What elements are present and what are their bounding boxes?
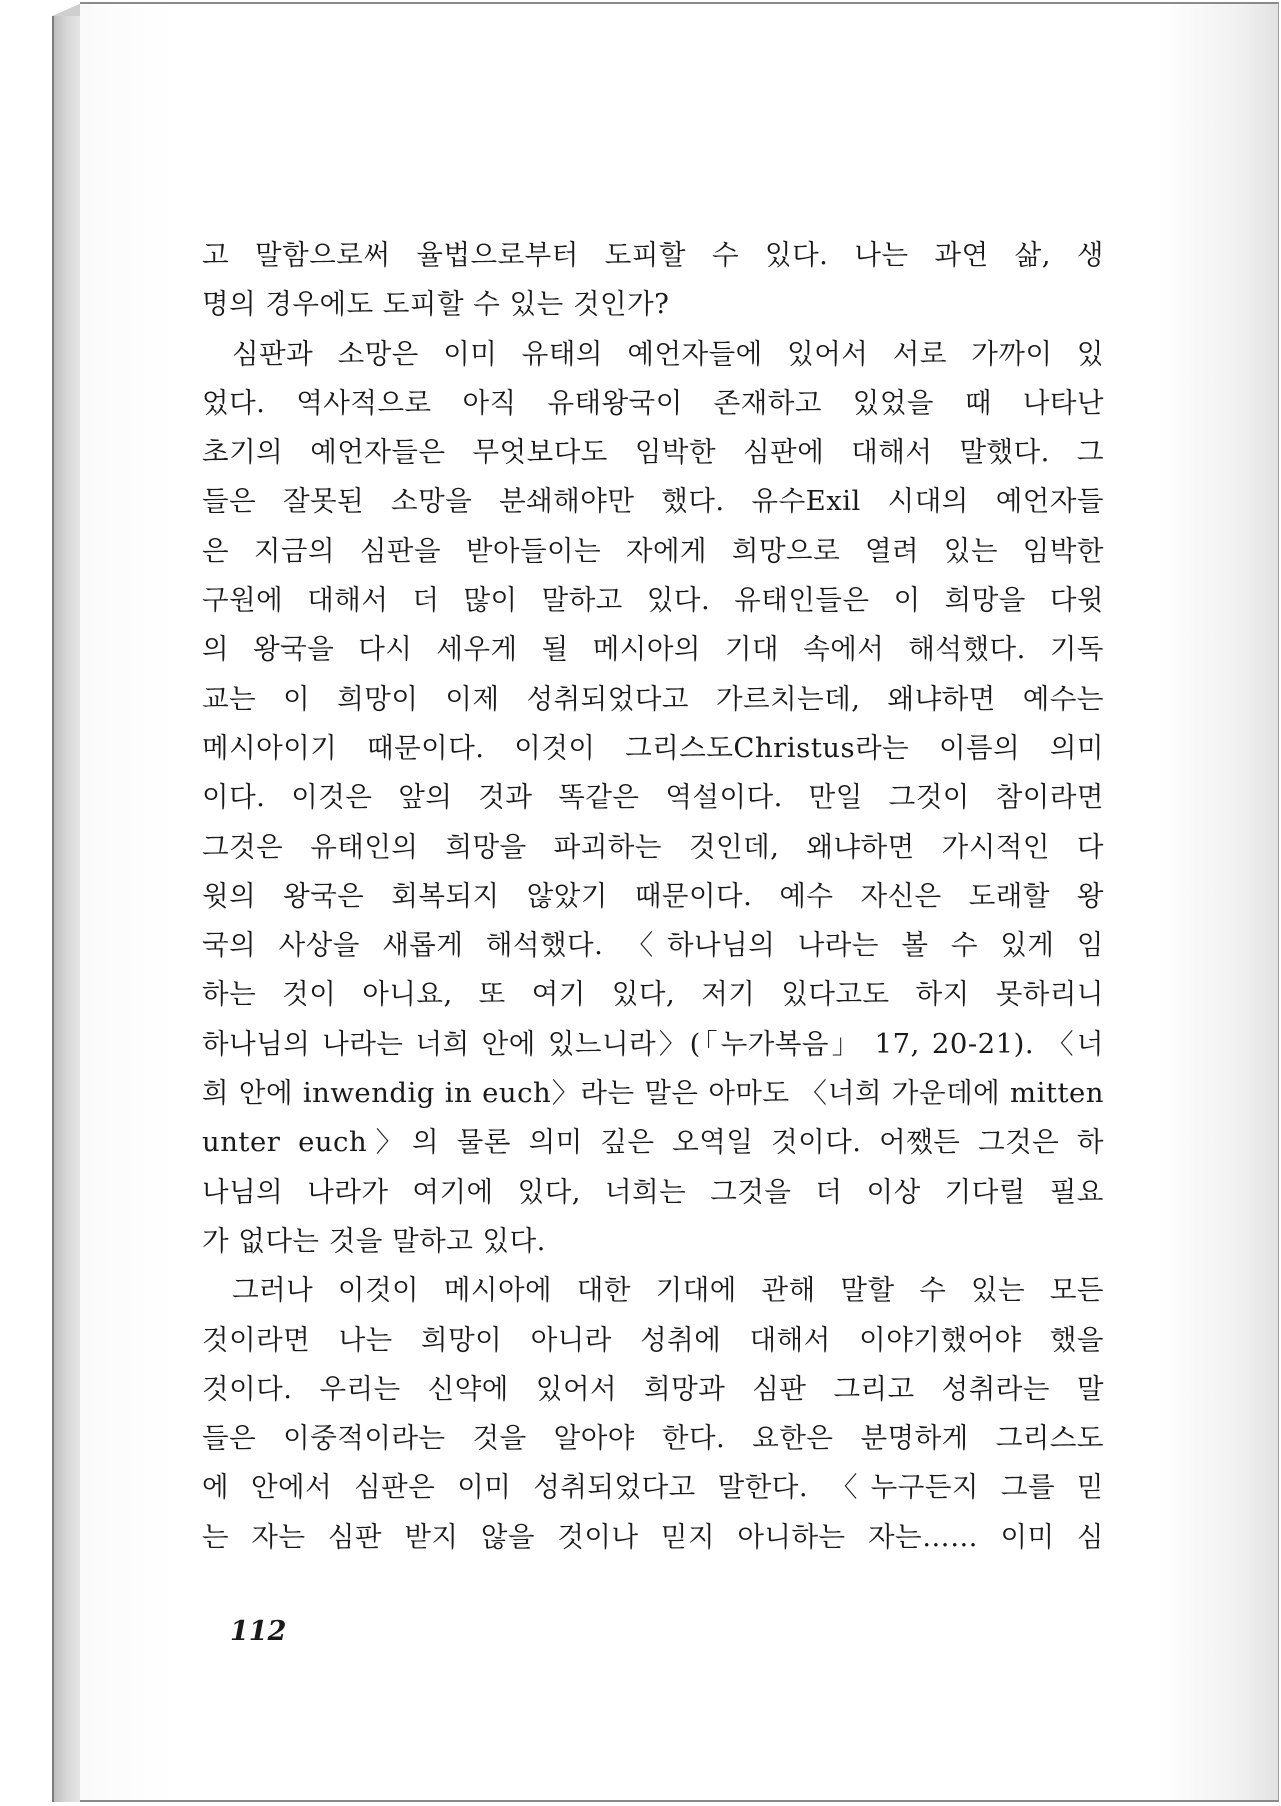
text-line: 에 안에서 심판은 이미 성취되었다고 말한다. 〈누구든지 그를 믿 [202,1471,1104,1504]
text-line: 것이라면 나는 희망이 아니라 성취에 대해서 이야기했어야 했을 [202,1323,1104,1356]
text-line: 었다. 역사적으로 아직 유태왕국이 존재하고 있었을 때 나타난 [202,386,1104,419]
text-line: 는 자는 심판 받지 않을 것이나 믿지 아니하는 자는…… 이미 심 [202,1520,1104,1553]
text-line: 은 지금의 심판을 받아들이는 자에게 희망으로 열려 있는 임박한 [202,534,1104,567]
text-line: 들은 이중적이라는 것을 알아야 한다. 요한은 분명하게 그리스도 [202,1422,1104,1455]
text-line: 윗의 왕국은 회복되지 않았기 때문이다. 예수 자신은 도래할 왕 [202,879,1104,912]
text-line: 하나님의 나라는 너희 안에 있느니라〉(「누가복음」 17, 20-21). 〈너 [202,1027,1104,1060]
text-line: 이다. 이것은 앞의 것과 똑같은 역설이다. 만일 그것이 참이라면 [202,781,1104,814]
text-line: 것이다. 우리는 신약에 있어서 희망과 심판 그리고 성취라는 말 [202,1372,1104,1405]
text-line: 들은 잘못된 소망을 분쇄해야만 했다. 유수Exil 시대의 예언자들 [202,485,1104,518]
page-number: 112 [230,1616,287,1647]
text-line: 하는 것이 아니요, 또 여기 있다, 저기 있다고도 하지 못하리니 [202,978,1104,1011]
text-line: 가 없다는 것을 말하고 있다. [202,1224,546,1257]
text-line: 나님의 나라가 여기에 있다, 너희는 그것을 더 이상 기다릴 필요 [202,1175,1104,1208]
text-line: 그것은 유태인의 희망을 파괴하는 것인데, 왜냐하면 가시적인 다 [202,830,1104,863]
text-line: 희 안에 inwendig in euch〉라는 말은 아마도 〈너희 가운데에 mitten [202,1077,1104,1110]
body-text [202,235,1104,1566]
text-line: 국의 사상을 새롭게 해석했다. 〈하나님의 나라는 볼 수 있게 임 [202,929,1104,962]
text-line: 교는 이 희망이 이제 성취되었다고 가르치는데, 왜냐하면 예수는 [202,682,1104,715]
text-line: 초기의 예언자들은 무엇보다도 임박한 심판에 대해서 말했다. 그 [202,436,1104,469]
text-line: 심판과 소망은 이미 유태의 예언자들에 있어서 서로 가까이 있 [232,337,1104,370]
text-line: 고 말함으로써 율법으로부터 도피할 수 있다. 나는 과연 삶, 생 [202,239,1104,271]
text-line: 명의 경우에도 도피할 수 있는 것인가? [202,288,670,321]
text-line: 의 왕국을 다시 세우게 될 메시아의 기대 속에서 해석했다. 기독 [202,633,1104,666]
text-line: 메시아이기 때문이다. 이것이 그리스도Christus라는 이름의 의미 [202,731,1104,764]
text-line: 구원에 대해서 더 많이 말하고 있다. 유태인들은 이 희망을 다윗 [202,584,1104,617]
text-line: 그러나 이것이 메시아에 대한 기대에 관해 말할 수 있는 모든 [232,1274,1104,1307]
text-line: unter euch〉의 물론 의미 깊은 오역일 것이다. 어쨌든 그것은 하 [202,1126,1104,1159]
